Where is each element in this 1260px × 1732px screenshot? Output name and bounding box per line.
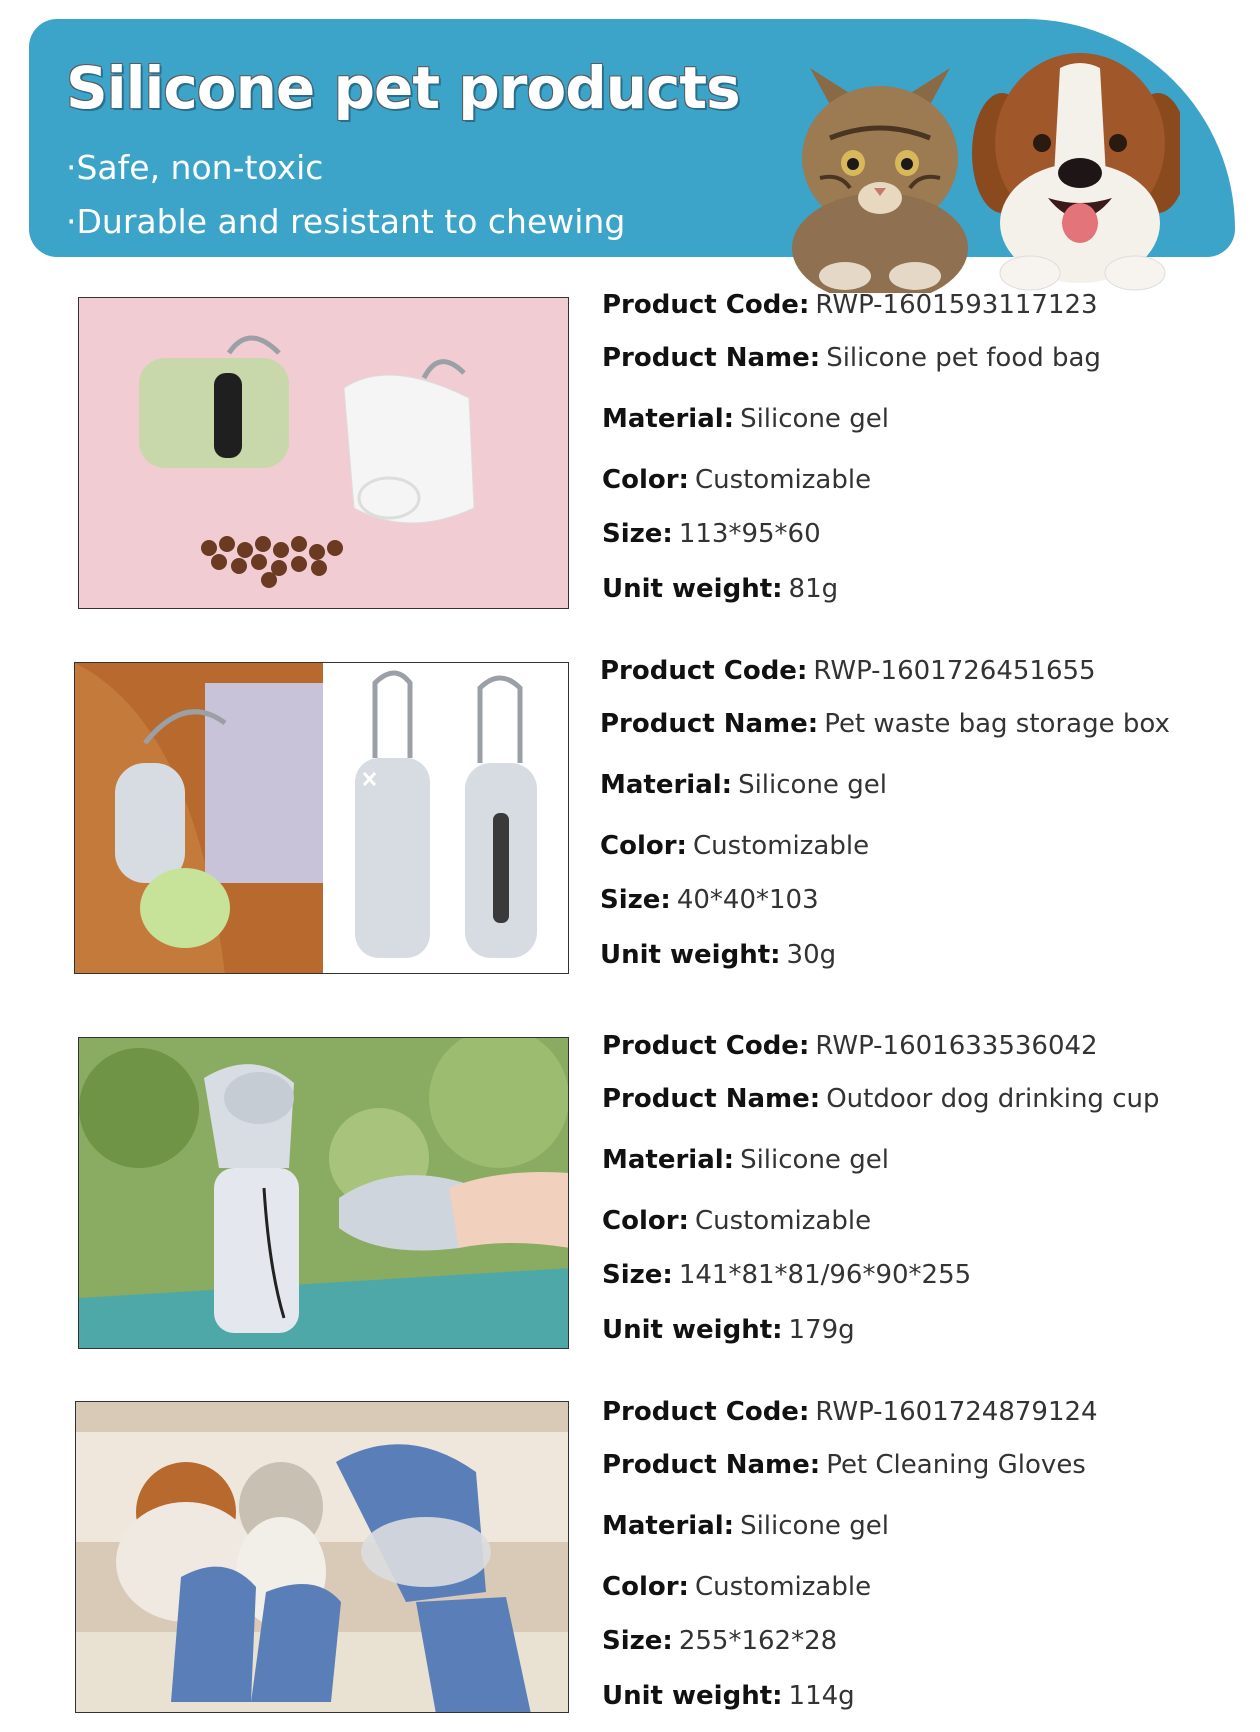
product-size: 40*40*103 (676, 885, 819, 915)
product-name: Pet Cleaning Gloves (826, 1450, 1086, 1480)
banner-bullet-durable: ·Durable and resistant to chewing (66, 202, 626, 241)
product-code: RWP-1601724879124 (815, 1397, 1098, 1427)
product-size: 255*162*28 (678, 1626, 838, 1656)
name-label: Product Name: (600, 709, 819, 739)
color-label: Color: (602, 1572, 689, 1602)
weight-label: Unit weight: (602, 1315, 783, 1345)
name-label: Product Name: (602, 1450, 821, 1480)
name-label: Product Name: (602, 343, 821, 373)
color-label: Color: (602, 465, 689, 495)
product-color: Customizable (694, 1572, 872, 1602)
code-label: Product Code: (602, 290, 810, 320)
name-label: Product Name: (602, 1084, 821, 1114)
size-label: Size: (602, 519, 673, 549)
material-label: Material: (602, 1511, 735, 1541)
product-weight: 81g (788, 574, 839, 604)
weight-label: Unit weight: (602, 1681, 783, 1711)
product-name: Pet waste bag storage box (824, 709, 1170, 739)
product-photo-drinking-cup (78, 1037, 569, 1349)
material-label: Material: (600, 770, 733, 800)
product-material: Silicone gel (740, 1145, 889, 1175)
product-color: Customizable (694, 465, 872, 495)
product-code: RWP-1601633536042 (815, 1031, 1098, 1061)
weight-label: Unit weight: (602, 574, 783, 604)
material-label: Material: (602, 404, 735, 434)
cat-icon (792, 68, 968, 293)
product-weight: 179g (788, 1315, 855, 1345)
cat-and-dog-illustration (790, 48, 1180, 293)
code-label: Product Code: (602, 1031, 810, 1061)
code-label: Product Code: (602, 1397, 810, 1427)
product-name: Silicone pet food bag (826, 343, 1101, 373)
product-photo-waste-bag-box (74, 662, 569, 974)
code-label: Product Code: (600, 656, 808, 686)
dog-icon (972, 53, 1180, 290)
product-photo-cleaning-gloves (75, 1401, 569, 1713)
color-label: Color: (602, 1206, 689, 1236)
product-name: Outdoor dog drinking cup (826, 1084, 1160, 1114)
product-material: Silicone gel (740, 1511, 889, 1541)
product-code: RWP-1601593117123 (815, 290, 1098, 320)
product-color: Customizable (692, 831, 870, 861)
product-size: 113*95*60 (678, 519, 821, 549)
product-weight: 114g (788, 1681, 855, 1711)
size-label: Size: (600, 885, 671, 915)
product-photo-food-bag (78, 297, 569, 609)
banner-bullet-safe: ·Safe, non-toxic (66, 148, 324, 187)
size-label: Size: (602, 1626, 673, 1656)
product-code: RWP-1601726451655 (813, 656, 1096, 686)
size-label: Size: (602, 1260, 673, 1290)
page-title: Silicone pet products (66, 54, 740, 122)
product-color: Customizable (694, 1206, 872, 1236)
product-size: 141*81*81/96*90*255 (678, 1260, 972, 1290)
material-label: Material: (602, 1145, 735, 1175)
product-weight: 30g (786, 940, 837, 970)
weight-label: Unit weight: (600, 940, 781, 970)
product-material: Silicone gel (740, 404, 889, 434)
product-material: Silicone gel (738, 770, 887, 800)
color-label: Color: (600, 831, 687, 861)
